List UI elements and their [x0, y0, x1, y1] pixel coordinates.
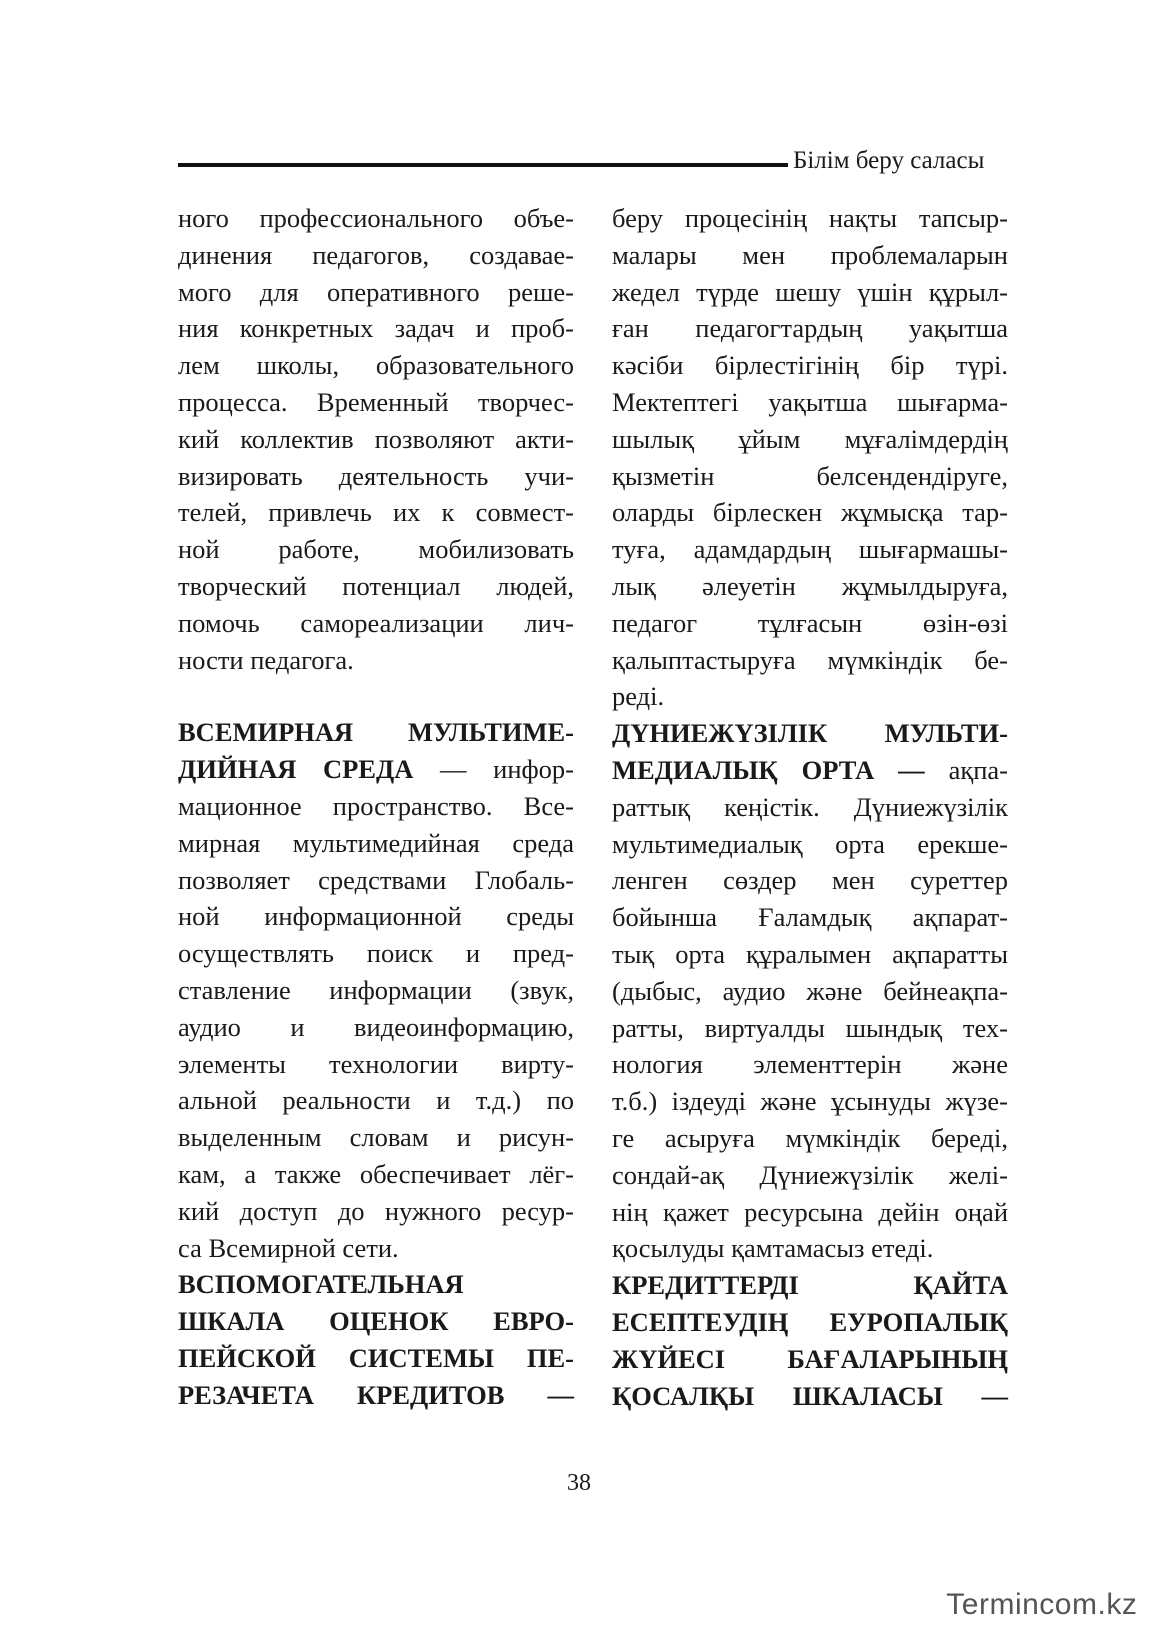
term-heading: МЕДИАЛЫҚ ОРТА — — [612, 754, 925, 785]
text-line: кий доступ до нужного ресур- — [178, 1195, 574, 1226]
text-line: қызметін белсендендіруге, — [612, 460, 1008, 491]
text-line: қалыптастыруға мүмкіндік бе- — [612, 644, 1008, 675]
term-heading-line: ШКАЛА ОЦЕНОК ЕВРО- — [178, 1306, 574, 1337]
term-heading-line: ҚОСАЛҚЫ ШКАЛАСЫ — — [612, 1380, 1008, 1411]
running-header: Білім беру саласы — [793, 147, 985, 174]
text-line: (дыбыс, аудио және бейнеақпа- — [612, 975, 1008, 1006]
text-line: т.б.) іздеуді және ұсынуды жүзе- — [612, 1086, 1008, 1117]
text-line: жедел түрде шешу үшін құрыл- — [612, 276, 1008, 307]
text-line: ной работе, мобилизовать — [178, 534, 574, 565]
term-heading-line: ДҮНИЕЖҮЗІЛІК МУЛЬТИ- — [612, 718, 1008, 749]
term-definition-start: ақпа- — [924, 754, 1008, 785]
text-line: кәсіби бірлестігінің бір түрі. — [612, 350, 1008, 381]
text-line: са Всемирной сети. — [178, 1232, 399, 1263]
text-line: ленген сөздер мен суреттер — [612, 865, 1008, 896]
right-term-entry-1 — [612, 715, 1008, 1267]
text-line: беру процесінің нақты тапсыр- — [612, 203, 1008, 233]
text-line: динения педагогов, создавае- — [178, 239, 574, 270]
text-line: Мектептегі уақытша шығарма- — [612, 386, 1008, 417]
text-line: помочь самореализации лич- — [178, 607, 574, 638]
text-line: ған педагогтардың уақытша — [612, 313, 1008, 344]
term-definition-start: — инфор- — [413, 754, 574, 785]
text-line: аудио и видеоинформацию, — [178, 1011, 574, 1042]
text-line: лық әлеуетін жұмылдыруға, — [612, 570, 1008, 601]
term-heading-line: ВСЕМИРНАЯ МУЛЬТИМЕ- — [178, 717, 574, 748]
text-line: телей, привлечь их к совмест- — [178, 497, 574, 528]
left-term-entry-2 — [178, 1266, 574, 1413]
right-term-entry-2 — [612, 1267, 1008, 1414]
text-line: педагог тұлғасын өзін-өзі — [612, 607, 1008, 638]
text-line: выделенным словам и рисун- — [178, 1122, 574, 1153]
text-line: ной информационной среды — [178, 901, 574, 932]
term-heading-line: РЕЗАЧЕТА КРЕДИТОВ — — [178, 1379, 574, 1410]
text-line: раттық кеңістік. Дүниежүзілік — [612, 791, 1008, 822]
right-column — [612, 200, 1008, 1414]
text-line: кам, а также обеспечивает лёг- — [178, 1158, 574, 1189]
watermark-text: Termincom.kz — [946, 1588, 1138, 1621]
text-line: альной реальности и т.д.) по — [178, 1085, 574, 1116]
text-line: позволяет средствами Глобаль- — [178, 864, 574, 895]
text-line: процесса. Временный творчес- — [178, 386, 574, 417]
term-heading-line: ПЕЙСКОЙ СИСТЕМЫ ПЕ- — [178, 1342, 574, 1373]
left-paragraph-1 — [178, 200, 574, 678]
text-line: туға, адамдардың шығармашы- — [612, 534, 1008, 565]
text-line: оларды бірлескен жұмысқа тар- — [612, 497, 1008, 528]
text-line: бойынша Ғаламдық ақпарат- — [612, 902, 1008, 933]
text-line: мого для оперативного реше- — [178, 276, 574, 307]
text-line: элементы технологии вирту- — [178, 1048, 574, 1079]
text-line: шылық ұйым мұғалімдердің — [612, 423, 1008, 454]
text-line: визировать деятельность учи- — [178, 460, 574, 491]
text-line: нің қажет ресурсына дейін оңай — [612, 1196, 1008, 1227]
page-number: 38 — [567, 1470, 591, 1496]
text-line: ния конкретных задач и проб- — [178, 313, 574, 344]
text-line: сондай-ақ Дүниежүзілік желі- — [612, 1159, 1008, 1190]
text-line: мирная мультимедийная среда — [178, 827, 574, 858]
left-term-entry-1 — [178, 714, 574, 1266]
text-line: тық орта құралымен ақпаратты — [612, 938, 1008, 969]
term-heading-line: ЖҮЙЕСІ БАҒАЛАРЫНЫҢ — [612, 1343, 1008, 1374]
left-column — [178, 200, 574, 1414]
text-line: творческий потенциал людей, — [178, 570, 574, 601]
header-rule — [178, 163, 788, 167]
term-heading-line: ВСПОМОГАТЕЛЬНАЯ — [178, 1269, 464, 1300]
text-line: ге асыруға мүмкіндік береді, — [612, 1122, 1008, 1153]
text-line: мационное пространство. Все- — [178, 790, 574, 821]
right-paragraph-1 — [612, 200, 1008, 715]
text-line: ставление информации (звук, — [178, 974, 574, 1005]
text-line: кий коллектив позволяют акти- — [178, 423, 574, 454]
text-line: осуществлять поиск и пред- — [178, 938, 574, 969]
term-heading: ДИЙНАЯ СРЕДА — [178, 754, 414, 785]
text-line: мультимедиалық орта ерекше- — [612, 828, 1008, 859]
text-line: қосылуды қамтамасыз етеді. — [612, 1233, 934, 1264]
watermark-logo — [938, 1588, 1137, 1622]
term-heading-line: КРЕДИТТЕРДІ ҚАЙТА — [612, 1270, 1008, 1301]
term-heading-line: ЕСЕПТЕУДІҢ ЕУРОПАЛЫҚ — [612, 1306, 1008, 1337]
text-line: реді. — [612, 681, 665, 712]
text-line: малары мен проблемаларын — [612, 239, 1008, 270]
text-line: лем школы, образовательного — [178, 350, 574, 381]
text-line: нология элементтерін және — [612, 1049, 1008, 1080]
text-line: ного профессионального объе- — [178, 203, 574, 233]
text-line: ности педагога. — [178, 644, 354, 675]
text-line: ратты, виртуалды шындық тех- — [612, 1012, 1008, 1043]
